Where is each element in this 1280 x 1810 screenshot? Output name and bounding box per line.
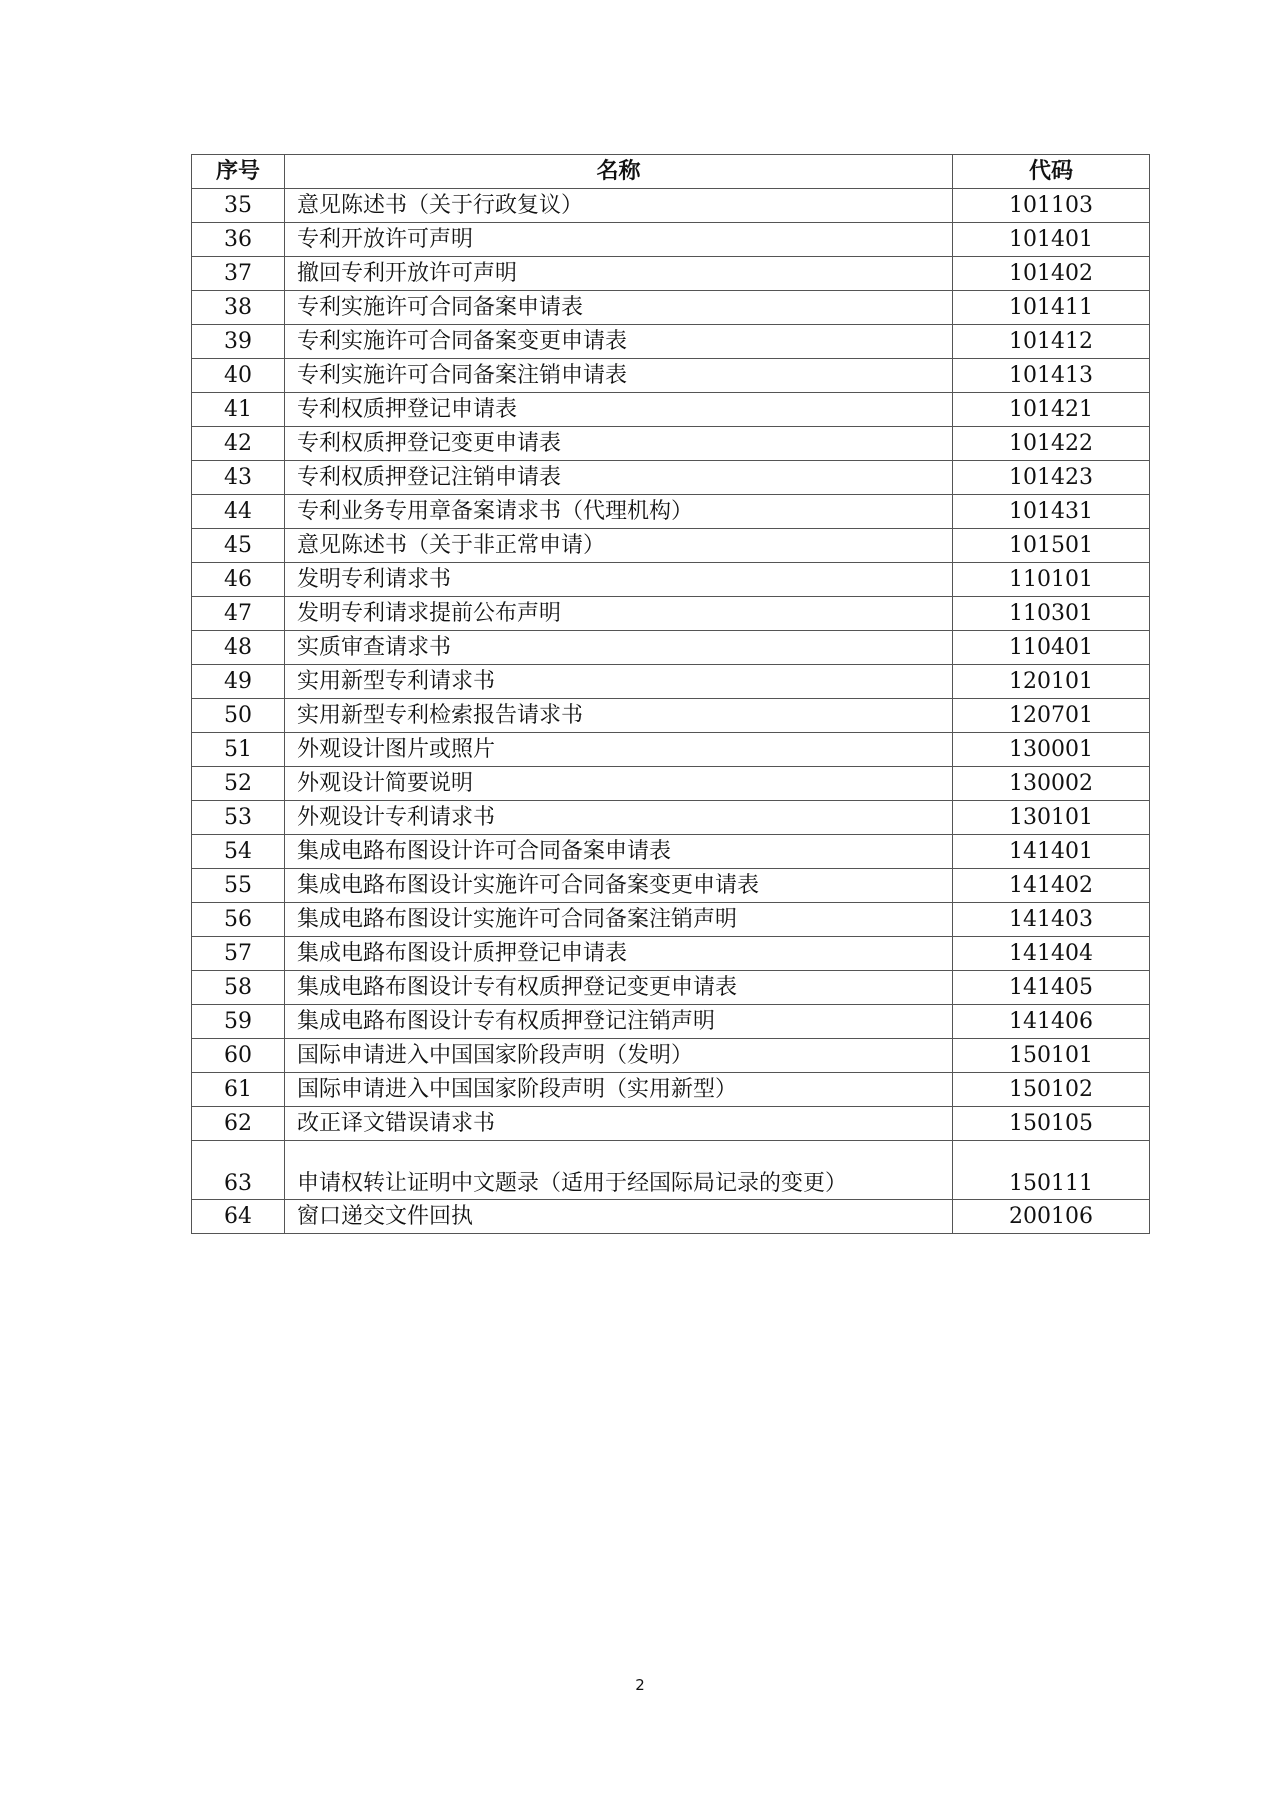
table-row [192, 359, 1150, 393]
table-row [192, 495, 1150, 529]
table-row [192, 835, 1150, 869]
row-serial-number: 61 [192, 1073, 285, 1107]
row-form-name: 发明专利请求书 [285, 563, 953, 597]
row-serial-number: 51 [192, 733, 285, 767]
row-form-name: 专利开放许可声明 [285, 223, 953, 257]
row-form-name: 窗口递交文件回执 [285, 1200, 953, 1234]
table-row [192, 937, 1150, 971]
form-code-table [191, 154, 1150, 1234]
row-form-name: 外观设计专利请求书 [285, 801, 953, 835]
table-row [192, 1005, 1150, 1039]
page-number: 2 [635, 1676, 645, 1694]
table-row [192, 1039, 1150, 1073]
row-form-name: 实质审查请求书 [285, 631, 953, 665]
row-serial-number: 42 [192, 427, 285, 461]
row-form-code: 150105 [953, 1107, 1150, 1141]
row-form-code: 101411 [953, 291, 1150, 325]
table-row [192, 1200, 1150, 1234]
table-row [192, 563, 1150, 597]
row-form-code: 141405 [953, 971, 1150, 1005]
row-form-code: 101402 [953, 257, 1150, 291]
table-row [192, 767, 1150, 801]
row-serial-number: 57 [192, 937, 285, 971]
row-form-code: 110101 [953, 563, 1150, 597]
table-row [192, 699, 1150, 733]
row-form-name: 专利实施许可合同备案注销申请表 [285, 359, 953, 393]
row-serial-number: 55 [192, 869, 285, 903]
row-serial-number: 62 [192, 1107, 285, 1141]
row-form-name: 国际申请进入中国国家阶段声明（实用新型） [285, 1073, 953, 1107]
row-form-code: 110301 [953, 597, 1150, 631]
table-row [192, 461, 1150, 495]
table-row [192, 393, 1150, 427]
table-row [192, 801, 1150, 835]
row-serial-number: 50 [192, 699, 285, 733]
table-row [192, 291, 1150, 325]
row-form-name: 国际申请进入中国国家阶段声明（发明） [285, 1039, 953, 1073]
row-form-name: 外观设计简要说明 [285, 767, 953, 801]
row-serial-number: 45 [192, 529, 285, 563]
row-form-name: 外观设计图片或照片 [285, 733, 953, 767]
row-serial-number: 37 [192, 257, 285, 291]
table-row [192, 1073, 1150, 1107]
row-form-code: 150102 [953, 1073, 1150, 1107]
row-form-code: 150111 [953, 1141, 1150, 1200]
row-serial-number: 38 [192, 291, 285, 325]
row-form-code: 141403 [953, 903, 1150, 937]
row-form-name: 改正译文错误请求书 [285, 1107, 953, 1141]
row-serial-number: 35 [192, 189, 285, 223]
row-form-code: 101423 [953, 461, 1150, 495]
row-form-name: 申请权转让证明中文题录（适用于经国际局记录的变更） [285, 1141, 953, 1200]
table-row [192, 869, 1150, 903]
table-header-row [192, 155, 1150, 189]
row-form-code: 101103 [953, 189, 1150, 223]
row-form-code: 141401 [953, 835, 1150, 869]
row-form-code: 141404 [953, 937, 1150, 971]
row-serial-number: 63 [192, 1141, 285, 1200]
row-form-name: 专利权质押登记申请表 [285, 393, 953, 427]
row-form-name: 意见陈述书（关于行政复议） [285, 189, 953, 223]
row-serial-number: 58 [192, 971, 285, 1005]
row-form-code: 130002 [953, 767, 1150, 801]
row-serial-number: 44 [192, 495, 285, 529]
row-form-name: 发明专利请求提前公布声明 [285, 597, 953, 631]
table-row [192, 325, 1150, 359]
header-serial-number: 序号 [192, 155, 285, 189]
row-serial-number: 52 [192, 767, 285, 801]
row-form-code: 101421 [953, 393, 1150, 427]
row-serial-number: 36 [192, 223, 285, 257]
row-form-name: 专利权质押登记变更申请表 [285, 427, 953, 461]
row-form-name: 集成电路布图设计专有权质押登记变更申请表 [285, 971, 953, 1005]
row-form-code: 150101 [953, 1039, 1150, 1073]
table-row [192, 223, 1150, 257]
row-form-name: 意见陈述书（关于非正常申请） [285, 529, 953, 563]
table-row [192, 529, 1150, 563]
table-row [192, 427, 1150, 461]
table-row [192, 189, 1150, 223]
table-row [192, 1107, 1150, 1141]
row-form-code: 101422 [953, 427, 1150, 461]
row-serial-number: 64 [192, 1200, 285, 1234]
table-row [192, 1141, 1150, 1200]
row-form-code: 200106 [953, 1200, 1150, 1234]
header-code: 代码 [953, 155, 1150, 189]
row-serial-number: 40 [192, 359, 285, 393]
row-form-code: 101413 [953, 359, 1150, 393]
row-form-code: 130101 [953, 801, 1150, 835]
header-name: 名称 [285, 155, 953, 189]
row-form-name: 集成电路布图设计质押登记申请表 [285, 937, 953, 971]
row-form-name: 集成电路布图设计实施许可合同备案变更申请表 [285, 869, 953, 903]
row-serial-number: 56 [192, 903, 285, 937]
table-row [192, 597, 1150, 631]
table-row [192, 971, 1150, 1005]
row-serial-number: 46 [192, 563, 285, 597]
row-form-name: 撤回专利开放许可声明 [285, 257, 953, 291]
row-form-name: 集成电路布图设计实施许可合同备案注销声明 [285, 903, 953, 937]
row-form-name: 集成电路布图设计许可合同备案申请表 [285, 835, 953, 869]
row-serial-number: 41 [192, 393, 285, 427]
row-form-code: 130001 [953, 733, 1150, 767]
row-form-name: 集成电路布图设计专有权质押登记注销声明 [285, 1005, 953, 1039]
row-form-code: 101431 [953, 495, 1150, 529]
row-serial-number: 48 [192, 631, 285, 665]
table-row [192, 257, 1150, 291]
row-form-code: 120101 [953, 665, 1150, 699]
table-row [192, 665, 1150, 699]
table-row [192, 631, 1150, 665]
row-serial-number: 49 [192, 665, 285, 699]
row-form-code: 141402 [953, 869, 1150, 903]
row-form-name: 专利业务专用章备案请求书（代理机构） [285, 495, 953, 529]
table-row [192, 903, 1150, 937]
row-serial-number: 54 [192, 835, 285, 869]
row-serial-number: 53 [192, 801, 285, 835]
row-serial-number: 43 [192, 461, 285, 495]
row-form-code: 110401 [953, 631, 1150, 665]
row-form-name: 专利实施许可合同备案变更申请表 [285, 325, 953, 359]
row-form-code: 101501 [953, 529, 1150, 563]
row-form-name: 实用新型专利检索报告请求书 [285, 699, 953, 733]
row-serial-number: 59 [192, 1005, 285, 1039]
row-form-name: 实用新型专利请求书 [285, 665, 953, 699]
row-form-name: 专利权质押登记注销申请表 [285, 461, 953, 495]
table-row [192, 733, 1150, 767]
row-serial-number: 47 [192, 597, 285, 631]
row-serial-number: 60 [192, 1039, 285, 1073]
row-form-code: 101412 [953, 325, 1150, 359]
row-form-code: 120701 [953, 699, 1150, 733]
row-form-code: 141406 [953, 1005, 1150, 1039]
row-form-code: 101401 [953, 223, 1150, 257]
row-serial-number: 39 [192, 325, 285, 359]
row-form-name: 专利实施许可合同备案申请表 [285, 291, 953, 325]
